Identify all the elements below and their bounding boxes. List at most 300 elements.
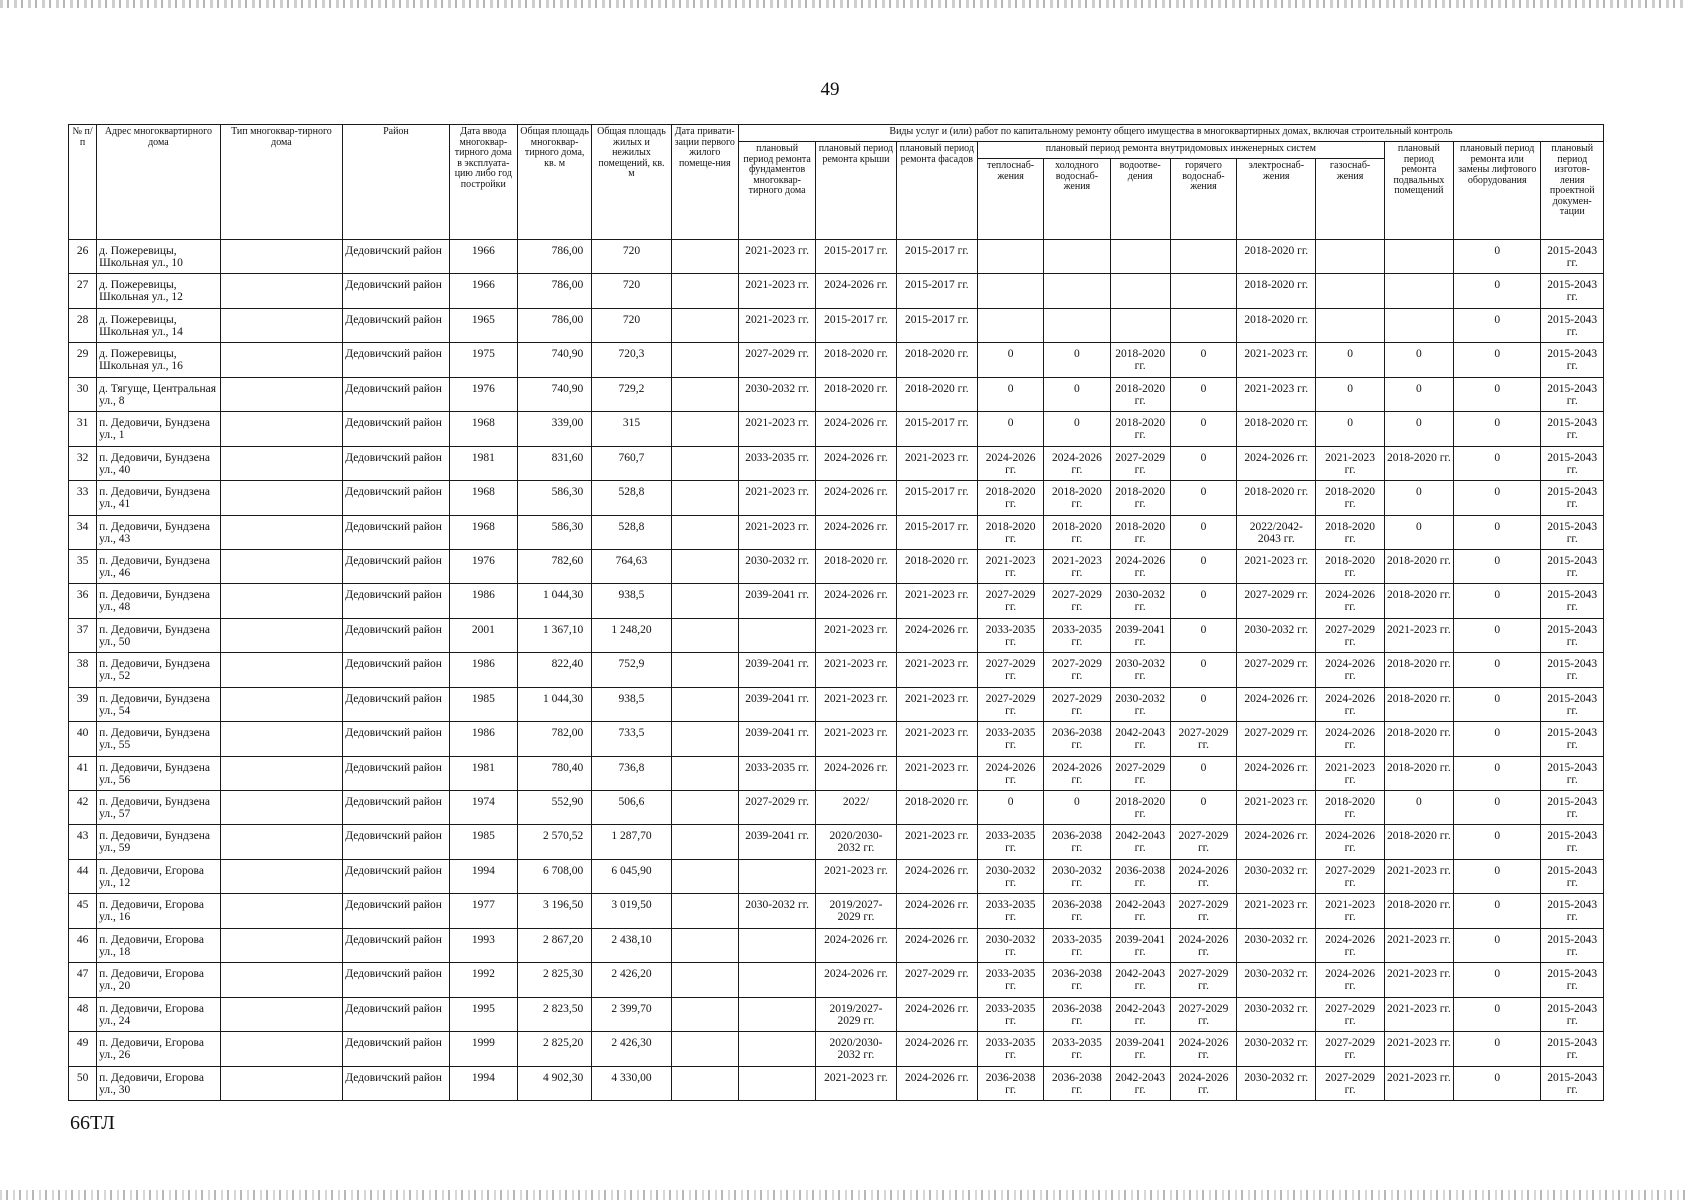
living-area-cell: 764,63	[592, 549, 671, 583]
drainage-period-cell: 2018-2020 гг.	[1110, 412, 1170, 446]
drainage-period-cell: 2042-2043 гг.	[1110, 997, 1170, 1031]
hot-water-period-cell	[1170, 274, 1236, 308]
scan-noise-bottom	[0, 1190, 1686, 1200]
gas-period-cell: 2021-2023 гг.	[1316, 446, 1384, 480]
basement-period-cell: 2018-2020 гг.	[1384, 653, 1453, 687]
hot-water-period-cell: 0	[1170, 377, 1236, 411]
foundation-period-cell: 2027-2029 гг.	[738, 343, 815, 377]
drainage-period-cell: 2042-2043 гг.	[1110, 1066, 1170, 1101]
cold-water-period-cell: 2033-2035 гг.	[1044, 928, 1110, 962]
living-area-cell: 752,9	[592, 653, 671, 687]
address-cell: п. Дедовичи, Бундзена ул., 1	[97, 412, 221, 446]
elevator-period-cell: 0	[1454, 928, 1541, 962]
privatization-date-cell	[671, 894, 738, 928]
house-type-cell	[220, 687, 343, 721]
header-design-docs: плановый период изготов-ления проектной докумен-тации	[1541, 142, 1604, 240]
commission-year-cell: 1976	[449, 549, 517, 583]
cold-water-period-cell: 2021-2023 гг.	[1044, 549, 1110, 583]
hot-water-period-cell: 2024-2026 гг.	[1170, 1066, 1236, 1101]
foundation-period-cell	[738, 1066, 815, 1101]
elevator-period-cell: 0	[1454, 687, 1541, 721]
facade-period-cell: 2015-2017 гг.	[896, 240, 977, 274]
design-docs-period-cell: 2015-2043 гг.	[1541, 859, 1604, 893]
address-cell: п. Дедовичи, Бундзена ул., 57	[97, 791, 221, 825]
roof-period-cell: 2021-2023 гг.	[816, 1066, 896, 1101]
elevator-period-cell: 0	[1454, 549, 1541, 583]
electricity-period-cell: 2027-2029 гг.	[1237, 653, 1316, 687]
house-type-cell	[220, 446, 343, 480]
foundation-period-cell: 2021-2023 гг.	[738, 274, 815, 308]
basement-period-cell: 2021-2023 гг.	[1384, 997, 1453, 1031]
roof-period-cell: 2021-2023 гг.	[816, 618, 896, 652]
drainage-period-cell: 2018-2020 гг.	[1110, 377, 1170, 411]
hot-water-period-cell: 0	[1170, 343, 1236, 377]
drainage-period-cell: 2030-2032 гг.	[1110, 584, 1170, 618]
roof-period-cell: 2020/2030-2032 гг.	[816, 1032, 896, 1066]
design-docs-period-cell: 2015-2043 гг.	[1541, 928, 1604, 962]
district-cell: Дедовичский район	[343, 1032, 449, 1066]
elevator-period-cell: 0	[1454, 446, 1541, 480]
drainage-period-cell: 2027-2029 гг.	[1110, 756, 1170, 790]
header-gas: газоснаб-жения	[1316, 159, 1384, 240]
table-row	[69, 687, 1604, 721]
gas-period-cell: 2024-2026 гг.	[1316, 963, 1384, 997]
heating-period-cell: 2033-2035 гг.	[977, 1032, 1043, 1066]
elevator-period-cell: 0	[1454, 584, 1541, 618]
gas-period-cell: 2027-2029 гг.	[1316, 997, 1384, 1031]
basement-period-cell: 2018-2020 гг.	[1384, 446, 1453, 480]
commission-year-cell: 1986	[449, 584, 517, 618]
elevator-period-cell: 0	[1454, 963, 1541, 997]
row-number-cell: 28	[69, 308, 97, 342]
living-area-cell: 6 045,90	[592, 859, 671, 893]
roof-period-cell: 2015-2017 гг.	[816, 308, 896, 342]
heating-period-cell: 2024-2026 гг.	[977, 756, 1043, 790]
district-cell: Дедовичский район	[343, 549, 449, 583]
privatization-date-cell	[671, 446, 738, 480]
foundation-period-cell	[738, 963, 815, 997]
document-code: 66ТЛ	[70, 1112, 115, 1134]
elevator-period-cell: 0	[1454, 653, 1541, 687]
total-area-cell: 740,90	[517, 377, 591, 411]
elevator-period-cell: 0	[1454, 722, 1541, 756]
design-docs-period-cell: 2015-2043 гг.	[1541, 274, 1604, 308]
elevator-period-cell: 0	[1454, 859, 1541, 893]
roof-period-cell: 2019/2027-2029 гг.	[816, 997, 896, 1031]
privatization-date-cell	[671, 343, 738, 377]
capital-repair-table	[68, 124, 1604, 1101]
row-number-cell: 41	[69, 756, 97, 790]
basement-period-cell: 0	[1384, 343, 1453, 377]
table-row	[69, 481, 1604, 515]
district-cell: Дедовичский район	[343, 274, 449, 308]
address-cell: д. Пожеревицы, Школьная ул., 14	[97, 308, 221, 342]
address-cell: д. Пожеревицы, Школьная ул., 16	[97, 343, 221, 377]
total-area-cell: 2 825,20	[517, 1032, 591, 1066]
house-type-cell	[220, 343, 343, 377]
basement-period-cell: 0	[1384, 791, 1453, 825]
foundation-period-cell: 2030-2032 гг.	[738, 377, 815, 411]
heating-period-cell: 2030-2032 гг.	[977, 859, 1043, 893]
commission-year-cell: 1986	[449, 653, 517, 687]
foundation-period-cell: 2030-2032 гг.	[738, 549, 815, 583]
roof-period-cell: 2024-2026 гг.	[816, 446, 896, 480]
hot-water-period-cell: 0	[1170, 687, 1236, 721]
drainage-period-cell: 2042-2043 гг.	[1110, 894, 1170, 928]
elevator-period-cell: 0	[1454, 1066, 1541, 1101]
address-cell: д. Пожеревицы, Школьная ул., 12	[97, 274, 221, 308]
design-docs-period-cell: 2015-2043 гг.	[1541, 343, 1604, 377]
hot-water-period-cell: 0	[1170, 653, 1236, 687]
foundation-period-cell: 2027-2029 гг.	[738, 791, 815, 825]
district-cell: Дедовичский район	[343, 308, 449, 342]
foundation-period-cell: 2021-2023 гг.	[738, 412, 815, 446]
house-type-cell	[220, 240, 343, 274]
row-number-cell: 50	[69, 1066, 97, 1101]
district-cell: Дедовичский район	[343, 240, 449, 274]
foundation-period-cell	[738, 618, 815, 652]
commission-year-cell: 1966	[449, 274, 517, 308]
facade-period-cell: 2021-2023 гг.	[896, 653, 977, 687]
address-cell: п. Дедовичи, Егорова ул., 16	[97, 894, 221, 928]
heating-period-cell: 2018-2020 гг.	[977, 515, 1043, 549]
district-cell: Дедовичский район	[343, 446, 449, 480]
electricity-period-cell: 2027-2029 гг.	[1237, 722, 1316, 756]
header-elevator: плановый период ремонта или замены лифтового оборудования	[1454, 142, 1541, 240]
elevator-period-cell: 0	[1454, 240, 1541, 274]
basement-period-cell: 0	[1384, 515, 1453, 549]
roof-period-cell: 2018-2020 гг.	[816, 377, 896, 411]
design-docs-period-cell: 2015-2043 гг.	[1541, 791, 1604, 825]
commission-year-cell: 2001	[449, 618, 517, 652]
row-number-cell: 31	[69, 412, 97, 446]
basement-period-cell: 2021-2023 гг.	[1384, 928, 1453, 962]
living-area-cell: 736,8	[592, 756, 671, 790]
table-row	[69, 1066, 1604, 1101]
hot-water-period-cell: 2027-2029 гг.	[1170, 963, 1236, 997]
gas-period-cell: 2021-2023 гг.	[1316, 756, 1384, 790]
row-number-cell: 32	[69, 446, 97, 480]
district-cell: Дедовичский район	[343, 825, 449, 859]
house-type-cell	[220, 481, 343, 515]
cold-water-period-cell	[1044, 274, 1110, 308]
house-type-cell	[220, 618, 343, 652]
facade-period-cell: 2015-2017 гг.	[896, 515, 977, 549]
foundation-period-cell	[738, 859, 815, 893]
table-row	[69, 343, 1604, 377]
electricity-period-cell: 2021-2023 гг.	[1237, 549, 1316, 583]
heating-period-cell: 2018-2020 гг.	[977, 481, 1043, 515]
hot-water-period-cell	[1170, 240, 1236, 274]
roof-period-cell: 2024-2026 гг.	[816, 274, 896, 308]
facade-period-cell: 2021-2023 гг.	[896, 825, 977, 859]
roof-period-cell: 2024-2026 гг.	[816, 584, 896, 618]
drainage-period-cell: 2030-2032 гг.	[1110, 687, 1170, 721]
hot-water-period-cell: 0	[1170, 791, 1236, 825]
drainage-period-cell: 2042-2043 гг.	[1110, 825, 1170, 859]
house-type-cell	[220, 549, 343, 583]
roof-period-cell: 2021-2023 гг.	[816, 722, 896, 756]
basement-period-cell: 2021-2023 гг.	[1384, 618, 1453, 652]
district-cell: Дедовичский район	[343, 343, 449, 377]
commission-year-cell: 1986	[449, 722, 517, 756]
address-cell: п. Дедовичи, Егорова ул., 18	[97, 928, 221, 962]
total-area-cell: 1 367,10	[517, 618, 591, 652]
foundation-period-cell: 2021-2023 гг.	[738, 481, 815, 515]
foundation-period-cell: 2030-2032 гг.	[738, 894, 815, 928]
header-district: Район	[343, 125, 449, 240]
cold-water-period-cell: 0	[1044, 412, 1110, 446]
row-number-cell: 47	[69, 963, 97, 997]
hot-water-period-cell: 0	[1170, 618, 1236, 652]
elevator-period-cell: 0	[1454, 791, 1541, 825]
heating-period-cell: 2033-2035 гг.	[977, 997, 1043, 1031]
address-cell: п. Дедовичи, Егорова ул., 24	[97, 997, 221, 1031]
drainage-period-cell: 2024-2026 гг.	[1110, 549, 1170, 583]
commission-year-cell: 1981	[449, 446, 517, 480]
roof-period-cell: 2024-2026 гг.	[816, 515, 896, 549]
address-cell: п. Дедовичи, Бундзена ул., 43	[97, 515, 221, 549]
electricity-period-cell: 2030-2032 гг.	[1237, 1032, 1316, 1066]
foundation-period-cell: 2021-2023 гг.	[738, 308, 815, 342]
electricity-period-cell: 2030-2032 гг.	[1237, 859, 1316, 893]
district-cell: Дедовичский район	[343, 515, 449, 549]
cold-water-period-cell: 2027-2029 гг.	[1044, 687, 1110, 721]
living-area-cell: 528,8	[592, 515, 671, 549]
house-type-cell	[220, 515, 343, 549]
hot-water-period-cell: 2027-2029 гг.	[1170, 722, 1236, 756]
table-row	[69, 240, 1604, 274]
house-type-cell	[220, 1066, 343, 1101]
privatization-date-cell	[671, 722, 738, 756]
row-number-cell: 33	[69, 481, 97, 515]
privatization-date-cell	[671, 756, 738, 790]
total-area-cell: 586,30	[517, 481, 591, 515]
foundation-period-cell: 2039-2041 гг.	[738, 653, 815, 687]
living-area-cell: 2 399,70	[592, 997, 671, 1031]
drainage-period-cell	[1110, 308, 1170, 342]
heating-period-cell: 2027-2029 гг.	[977, 653, 1043, 687]
house-type-cell	[220, 1032, 343, 1066]
foundation-period-cell: 2039-2041 гг.	[738, 584, 815, 618]
privatization-date-cell	[671, 481, 738, 515]
privatization-date-cell	[671, 412, 738, 446]
cold-water-period-cell: 2024-2026 гг.	[1044, 756, 1110, 790]
house-type-cell	[220, 859, 343, 893]
facade-period-cell: 2018-2020 гг.	[896, 343, 977, 377]
roof-period-cell: 2018-2020 гг.	[816, 343, 896, 377]
heating-period-cell: 0	[977, 791, 1043, 825]
basement-period-cell: 0	[1384, 377, 1453, 411]
row-number-cell: 35	[69, 549, 97, 583]
commission-year-cell: 1995	[449, 997, 517, 1031]
living-area-cell: 760,7	[592, 446, 671, 480]
foundation-period-cell: 2033-2035 гг.	[738, 446, 815, 480]
facade-period-cell: 2024-2026 гг.	[896, 618, 977, 652]
table-row	[69, 756, 1604, 790]
house-type-cell	[220, 756, 343, 790]
row-number-cell: 34	[69, 515, 97, 549]
cold-water-period-cell: 2036-2038 гг.	[1044, 894, 1110, 928]
drainage-period-cell: 2042-2043 гг.	[1110, 722, 1170, 756]
district-cell: Дедовичский район	[343, 412, 449, 446]
cold-water-period-cell: 0	[1044, 791, 1110, 825]
house-type-cell	[220, 997, 343, 1031]
cold-water-period-cell: 0	[1044, 343, 1110, 377]
address-cell: п. Дедовичи, Бундзена ул., 52	[97, 653, 221, 687]
gas-period-cell: 2024-2026 гг.	[1316, 825, 1384, 859]
gas-period-cell: 2027-2029 гг.	[1316, 1032, 1384, 1066]
address-cell: п. Дедовичи, Егорова ул., 26	[97, 1032, 221, 1066]
house-type-cell	[220, 377, 343, 411]
gas-period-cell	[1316, 274, 1384, 308]
total-area-cell: 782,60	[517, 549, 591, 583]
gas-period-cell: 2021-2023 гг.	[1316, 894, 1384, 928]
cold-water-period-cell	[1044, 240, 1110, 274]
district-cell: Дедовичский район	[343, 756, 449, 790]
hot-water-period-cell: 2024-2026 гг.	[1170, 928, 1236, 962]
cold-water-period-cell: 2036-2038 гг.	[1044, 825, 1110, 859]
roof-period-cell: 2018-2020 гг.	[816, 549, 896, 583]
commission-year-cell: 1965	[449, 308, 517, 342]
basement-period-cell: 2021-2023 гг.	[1384, 859, 1453, 893]
commission-year-cell: 1968	[449, 481, 517, 515]
facade-period-cell: 2015-2017 гг.	[896, 308, 977, 342]
heating-period-cell: 2033-2035 гг.	[977, 722, 1043, 756]
gas-period-cell: 2027-2029 гг.	[1316, 1066, 1384, 1101]
row-number-cell: 30	[69, 377, 97, 411]
elevator-period-cell: 0	[1454, 343, 1541, 377]
header-roof: плановый период ремонта крыши	[816, 142, 896, 240]
district-cell: Дедовичский район	[343, 791, 449, 825]
header-systems-group: плановый период ремонта внутридомовых инженерных систем	[977, 142, 1384, 159]
district-cell: Дедовичский район	[343, 377, 449, 411]
header-total-area: Общая площадь многоквар-тирного дома, кв. м	[517, 125, 591, 240]
foundation-period-cell	[738, 928, 815, 962]
heating-period-cell: 2027-2029 гг.	[977, 584, 1043, 618]
electricity-period-cell: 2021-2023 гг.	[1237, 343, 1316, 377]
table-row	[69, 412, 1604, 446]
total-area-cell: 586,30	[517, 515, 591, 549]
heating-period-cell: 0	[977, 343, 1043, 377]
table-row	[69, 274, 1604, 308]
roof-period-cell: 2021-2023 гг.	[816, 859, 896, 893]
commission-year-cell: 1968	[449, 412, 517, 446]
gas-period-cell: 0	[1316, 412, 1384, 446]
privatization-date-cell	[671, 584, 738, 618]
total-area-cell: 339,00	[517, 412, 591, 446]
scan-noise-top	[0, 0, 1686, 8]
living-area-cell: 2 438,10	[592, 928, 671, 962]
row-number-cell: 45	[69, 894, 97, 928]
row-number-cell: 42	[69, 791, 97, 825]
foundation-period-cell	[738, 1032, 815, 1066]
table-row	[69, 963, 1604, 997]
cold-water-period-cell: 2036-2038 гг.	[1044, 722, 1110, 756]
address-cell: д. Пожеревицы, Школьная ул., 10	[97, 240, 221, 274]
design-docs-period-cell: 2015-2043 гг.	[1541, 481, 1604, 515]
electricity-period-cell: 2018-2020 гг.	[1237, 412, 1316, 446]
house-type-cell	[220, 963, 343, 997]
gas-period-cell: 2027-2029 гг.	[1316, 618, 1384, 652]
cold-water-period-cell: 2036-2038 гг.	[1044, 963, 1110, 997]
table-row	[69, 446, 1604, 480]
gas-period-cell: 0	[1316, 343, 1384, 377]
table-row	[69, 825, 1604, 859]
house-type-cell	[220, 584, 343, 618]
district-cell: Дедовичский район	[343, 928, 449, 962]
district-cell: Дедовичский район	[343, 653, 449, 687]
privatization-date-cell	[671, 1066, 738, 1101]
row-number-cell: 48	[69, 997, 97, 1031]
header-num: № п/п	[69, 125, 97, 240]
design-docs-period-cell: 2015-2043 гг.	[1541, 756, 1604, 790]
electricity-period-cell: 2030-2032 гг.	[1237, 963, 1316, 997]
cold-water-period-cell: 2018-2020 гг.	[1044, 515, 1110, 549]
roof-period-cell: 2020/2030-2032 гг.	[816, 825, 896, 859]
electricity-period-cell: 2024-2026 гг.	[1237, 825, 1316, 859]
table-row	[69, 997, 1604, 1031]
facade-period-cell: 2018-2020 гг.	[896, 549, 977, 583]
electricity-period-cell: 2030-2032 гг.	[1237, 997, 1316, 1031]
district-cell: Дедовичский район	[343, 859, 449, 893]
foundation-period-cell: 2033-2035 гг.	[738, 756, 815, 790]
table-row	[69, 377, 1604, 411]
drainage-period-cell: 2036-2038 гг.	[1110, 859, 1170, 893]
living-area-cell: 720	[592, 240, 671, 274]
heating-period-cell: 2024-2026 гг.	[977, 446, 1043, 480]
district-cell: Дедовичский район	[343, 481, 449, 515]
commission-year-cell: 1977	[449, 894, 517, 928]
facade-period-cell: 2021-2023 гг.	[896, 756, 977, 790]
elevator-period-cell: 0	[1454, 756, 1541, 790]
address-cell: п. Дедовичи, Егорова ул., 12	[97, 859, 221, 893]
privatization-date-cell	[671, 997, 738, 1031]
electricity-period-cell: 2021-2023 гг.	[1237, 377, 1316, 411]
table-row	[69, 584, 1604, 618]
living-area-cell: 506,6	[592, 791, 671, 825]
total-area-cell: 780,40	[517, 756, 591, 790]
header-drainage: водоотве-дения	[1110, 159, 1170, 240]
roof-period-cell: 2019/2027-2029 гг.	[816, 894, 896, 928]
house-type-cell	[220, 653, 343, 687]
design-docs-period-cell: 2015-2043 гг.	[1541, 1032, 1604, 1066]
gas-period-cell: 2027-2029 гг.	[1316, 859, 1384, 893]
design-docs-period-cell: 2015-2043 гг.	[1541, 308, 1604, 342]
gas-period-cell: 2024-2026 гг.	[1316, 584, 1384, 618]
page-number: 49	[820, 79, 840, 100]
table-row	[69, 859, 1604, 893]
hot-water-period-cell: 0	[1170, 584, 1236, 618]
design-docs-period-cell: 2015-2043 гг.	[1541, 446, 1604, 480]
header-cold-water: холодного водоснаб-жения	[1044, 159, 1110, 240]
drainage-period-cell: 2018-2020 гг.	[1110, 481, 1170, 515]
cold-water-period-cell: 2033-2035 гг.	[1044, 1032, 1110, 1066]
district-cell: Дедовичский район	[343, 894, 449, 928]
design-docs-period-cell: 2015-2043 гг.	[1541, 687, 1604, 721]
hot-water-period-cell: 2027-2029 гг.	[1170, 997, 1236, 1031]
row-number-cell: 29	[69, 343, 97, 377]
living-area-cell: 2 426,30	[592, 1032, 671, 1066]
commission-year-cell: 1992	[449, 963, 517, 997]
table-row	[69, 1032, 1604, 1066]
heating-period-cell: 0	[977, 412, 1043, 446]
facade-period-cell: 2024-2026 гг.	[896, 1066, 977, 1101]
elevator-period-cell: 0	[1454, 515, 1541, 549]
elevator-period-cell: 0	[1454, 825, 1541, 859]
electricity-period-cell: 2021-2023 гг.	[1237, 791, 1316, 825]
hot-water-period-cell: 0	[1170, 412, 1236, 446]
